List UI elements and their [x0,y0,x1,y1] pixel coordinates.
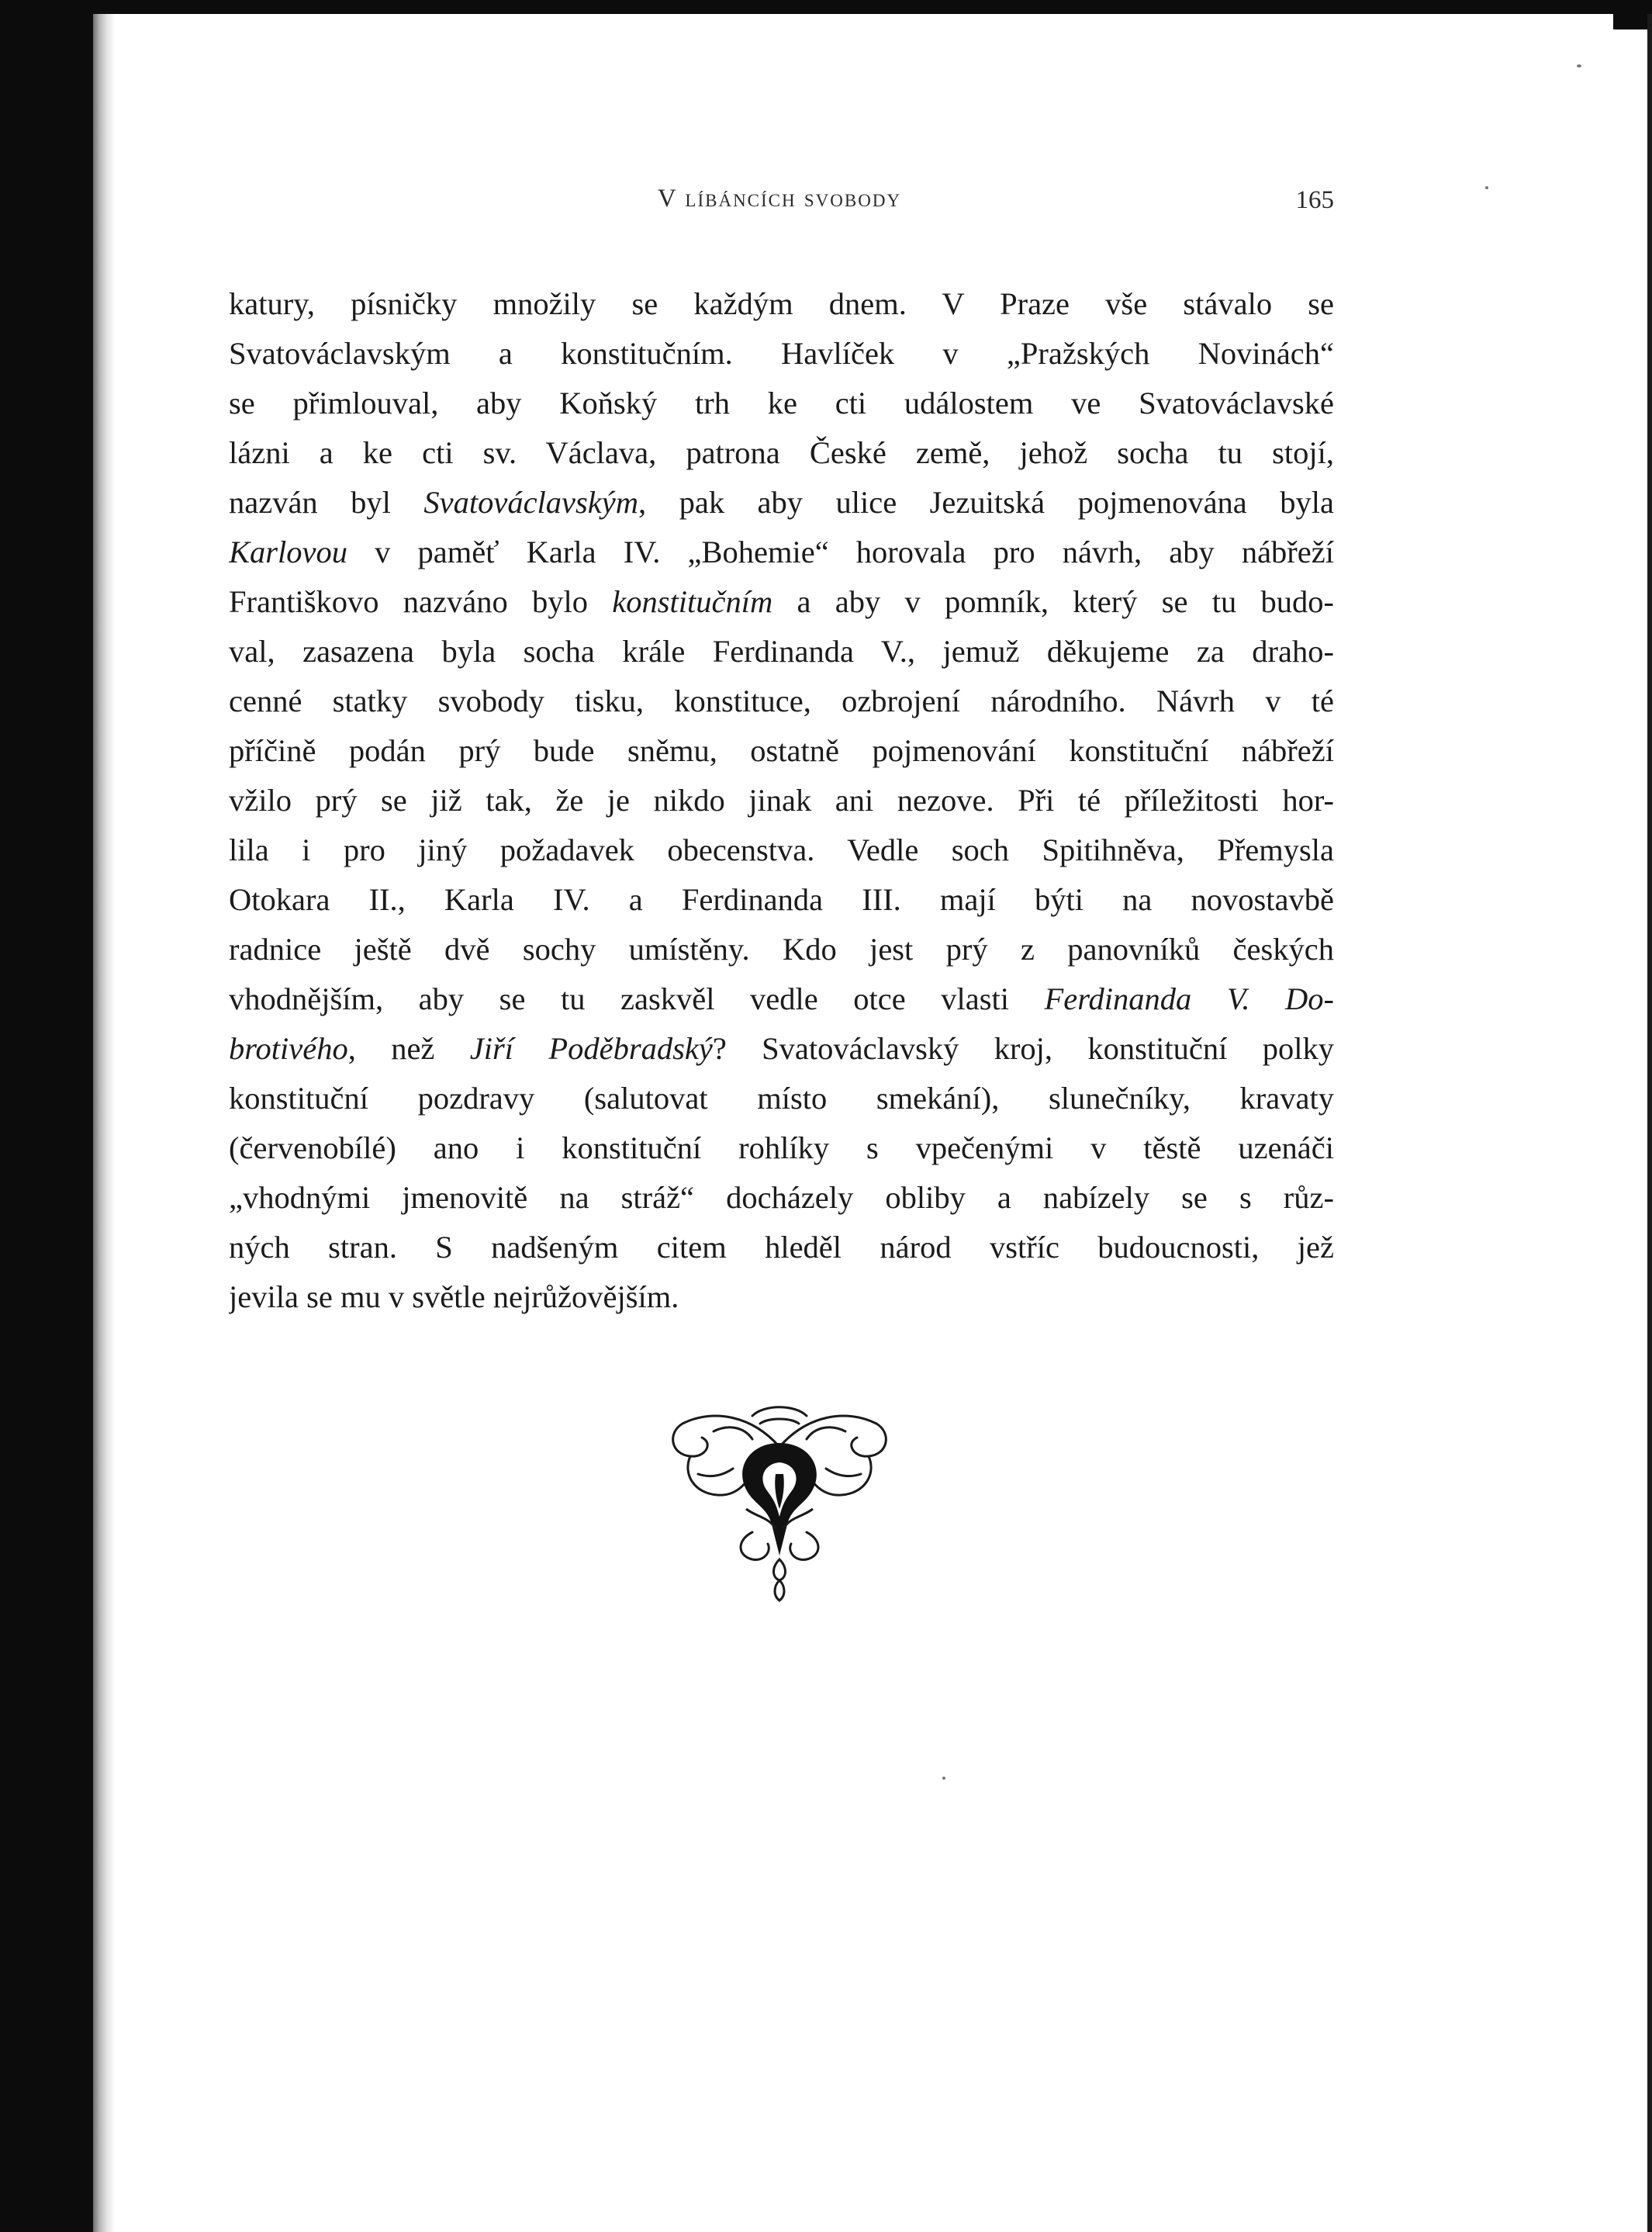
text-run: lázni a ke cti sv. Václava, patrona České země, jehož socha tu stojí, [229,435,1334,470]
running-head [225,185,1334,223]
italic-text-run: brotivého [229,1031,348,1066]
paper-speck [1485,186,1488,189]
text-run: Otokara II., Karla IV. a Ferdinanda III. mají býti na novostavbě [229,882,1334,917]
italic-text-run: Ferdinanda V. Do- [1044,981,1334,1016]
text-line [229,925,1334,974]
text-line [229,1272,1334,1322]
page-number: 165 [1295,186,1334,214]
scan-border-corner [1613,14,1652,29]
floral-tailpiece-ornament-icon [659,1400,900,1610]
text-line [229,776,1334,825]
italic-text-run: Jiří Poděbradský [469,1031,713,1066]
text-run: příčině podán prý bude sněmu, ostatně pojmenování konstituční nábřeží [229,733,1334,768]
text-line [229,726,1334,776]
text-run: ných stran. S nadšeným citem hleděl národ vstříc budoucnosti, jež [229,1230,1334,1265]
italic-text-run: Svatováclavským [423,485,638,520]
text-line [229,974,1334,1024]
text-run: radnice ještě dvě sochy umístěny. Kdo jest prý z panovníků českých [229,932,1334,967]
text-line [229,279,1334,329]
text-run: lila i pro jiný požadavek obecenstva. Vedle soch Spitihněva, Přemysla [229,832,1334,867]
text-run: cenné statky svobody tisku, konstituce, ozbrojení národního. Návrh v té [229,683,1334,718]
text-line [229,1024,1334,1074]
text-line [229,1223,1334,1272]
text-run: v paměť Karla IV. „Bohemie“ horovala pro návrh, aby nábřeží [347,535,1334,569]
text-run: jevila se mu v světle nejrůžovějším. [229,1279,679,1314]
text-line [229,329,1334,379]
text-run: „vhodnými jmenovitě na stráž“ docházely obliby a nabízely se s růz- [229,1180,1334,1215]
text-run: Františkovo nazváno bylo [229,584,613,619]
text-line [229,1173,1334,1223]
text-line [229,677,1334,726]
running-head-title: V líbáncích svobody [657,185,902,213]
body-text [229,279,1334,1322]
text-run: nazván byl [229,485,424,520]
text-run: ? Svatováclavský kroj, konstituční polky [712,1031,1334,1066]
scan-border-top [0,0,1652,14]
text-run: val, zasazena byla socha krále Ferdinanda V., jemuž děkujeme za draho- [229,634,1334,669]
italic-text-run: Karlovou [229,535,348,569]
text-run: vžilo prý se již tak, že je nikdo jinak ani nezove. Při té příležitosti hor- [229,783,1334,818]
italic-text-run: konstitučním [612,584,773,619]
text-line [229,825,1334,875]
text-run: a aby v pomník, který se tu budo- [772,584,1334,619]
text-line [229,577,1334,627]
text-run: vhodnějším, aby se tu zaskvěl vedle otce vlasti [229,981,1045,1016]
text-line [229,875,1334,925]
text-line [229,1074,1334,1123]
text-line [229,528,1334,577]
text-run: Svatováclavským a konstitučním. Havlíček v „Pražských Novinách“ [229,336,1334,371]
text-line [229,1123,1334,1173]
page-gutter-shadow [93,14,115,2232]
text-run: katury, písničky množily se každým dnem. V Praze vše stávalo se [229,286,1334,321]
text-line [229,428,1334,478]
text-line [229,478,1334,528]
text-line [229,627,1334,677]
paper-speck [942,1777,945,1780]
text-run: , pak aby ulice Jezuitská pojmenována byla [638,485,1334,520]
text-line [229,379,1334,428]
text-run: se přimlouval, aby Koňský trh ke cti událostem ve Svatováclavské [229,386,1334,420]
scan-border-right [1647,14,1652,2232]
text-run: konstituční pozdravy (salutovat místo smekání), slunečníky, kravaty [229,1081,1334,1116]
paper-speck [1577,64,1581,67]
text-run: , než [347,1031,470,1066]
text-run: (červenobílé) ano i konstituční rohlíky s vpečenými v těstě uzenáči [229,1130,1334,1165]
scan-border-left [0,0,93,2232]
